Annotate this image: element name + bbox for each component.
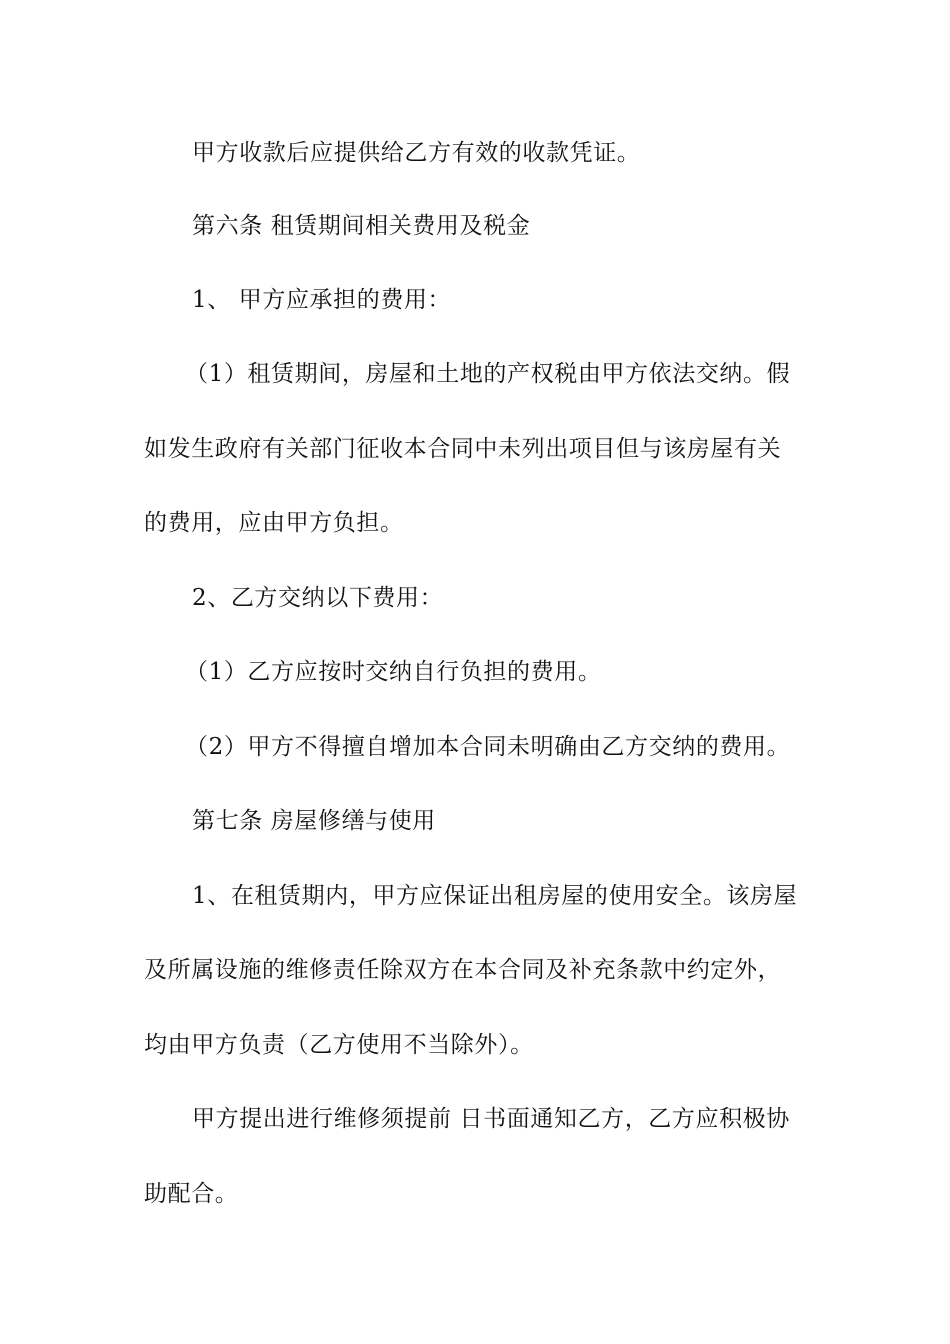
clause-1-party-a-fees: 1、 甲方应承担的费用：: [192, 287, 452, 313]
item-1-line-2: 如发生政府有关部门征收本合同中未列出项目但与该房屋有关: [144, 436, 782, 462]
repair-notice-line-1: 甲方提出进行维修须提前 日书面通知乙方，乙方应积极协: [192, 1106, 790, 1132]
item-1-line-3: 的费用，应由甲方负担。: [144, 510, 404, 536]
article-seven-heading: 第七条 房屋修缮与使用: [192, 808, 436, 834]
paragraph-receipt-voucher: 甲方收款后应提供给乙方有效的收款凭证。: [192, 140, 641, 166]
party-b-item-1: （1）乙方应按时交纳自行负担的费用。: [185, 659, 602, 685]
clause-2-party-b-fees: 2、乙方交纳以下费用：: [192, 585, 444, 611]
party-b-item-2: （2）甲方不得擅自增加本合同未明确由乙方交纳的费用。: [185, 734, 791, 760]
clause-1-repair-line-1: 1、在租赁期内，甲方应保证出租房屋的使用安全。该房屋: [192, 883, 798, 909]
article-six-heading: 第六条 租赁期间相关费用及税金: [192, 213, 531, 239]
clause-1-repair-line-2: 及所属设施的维修责任除双方在本合同及补充条款中约定外，: [144, 957, 782, 983]
repair-notice-line-2: 助配合。: [144, 1181, 239, 1207]
item-1-line-1: （1）租赁期间，房屋和土地的产权税由甲方依法交纳。假: [185, 361, 791, 387]
clause-1-repair-line-3: 均由甲方负责（乙方使用不当除外）。: [144, 1032, 534, 1058]
